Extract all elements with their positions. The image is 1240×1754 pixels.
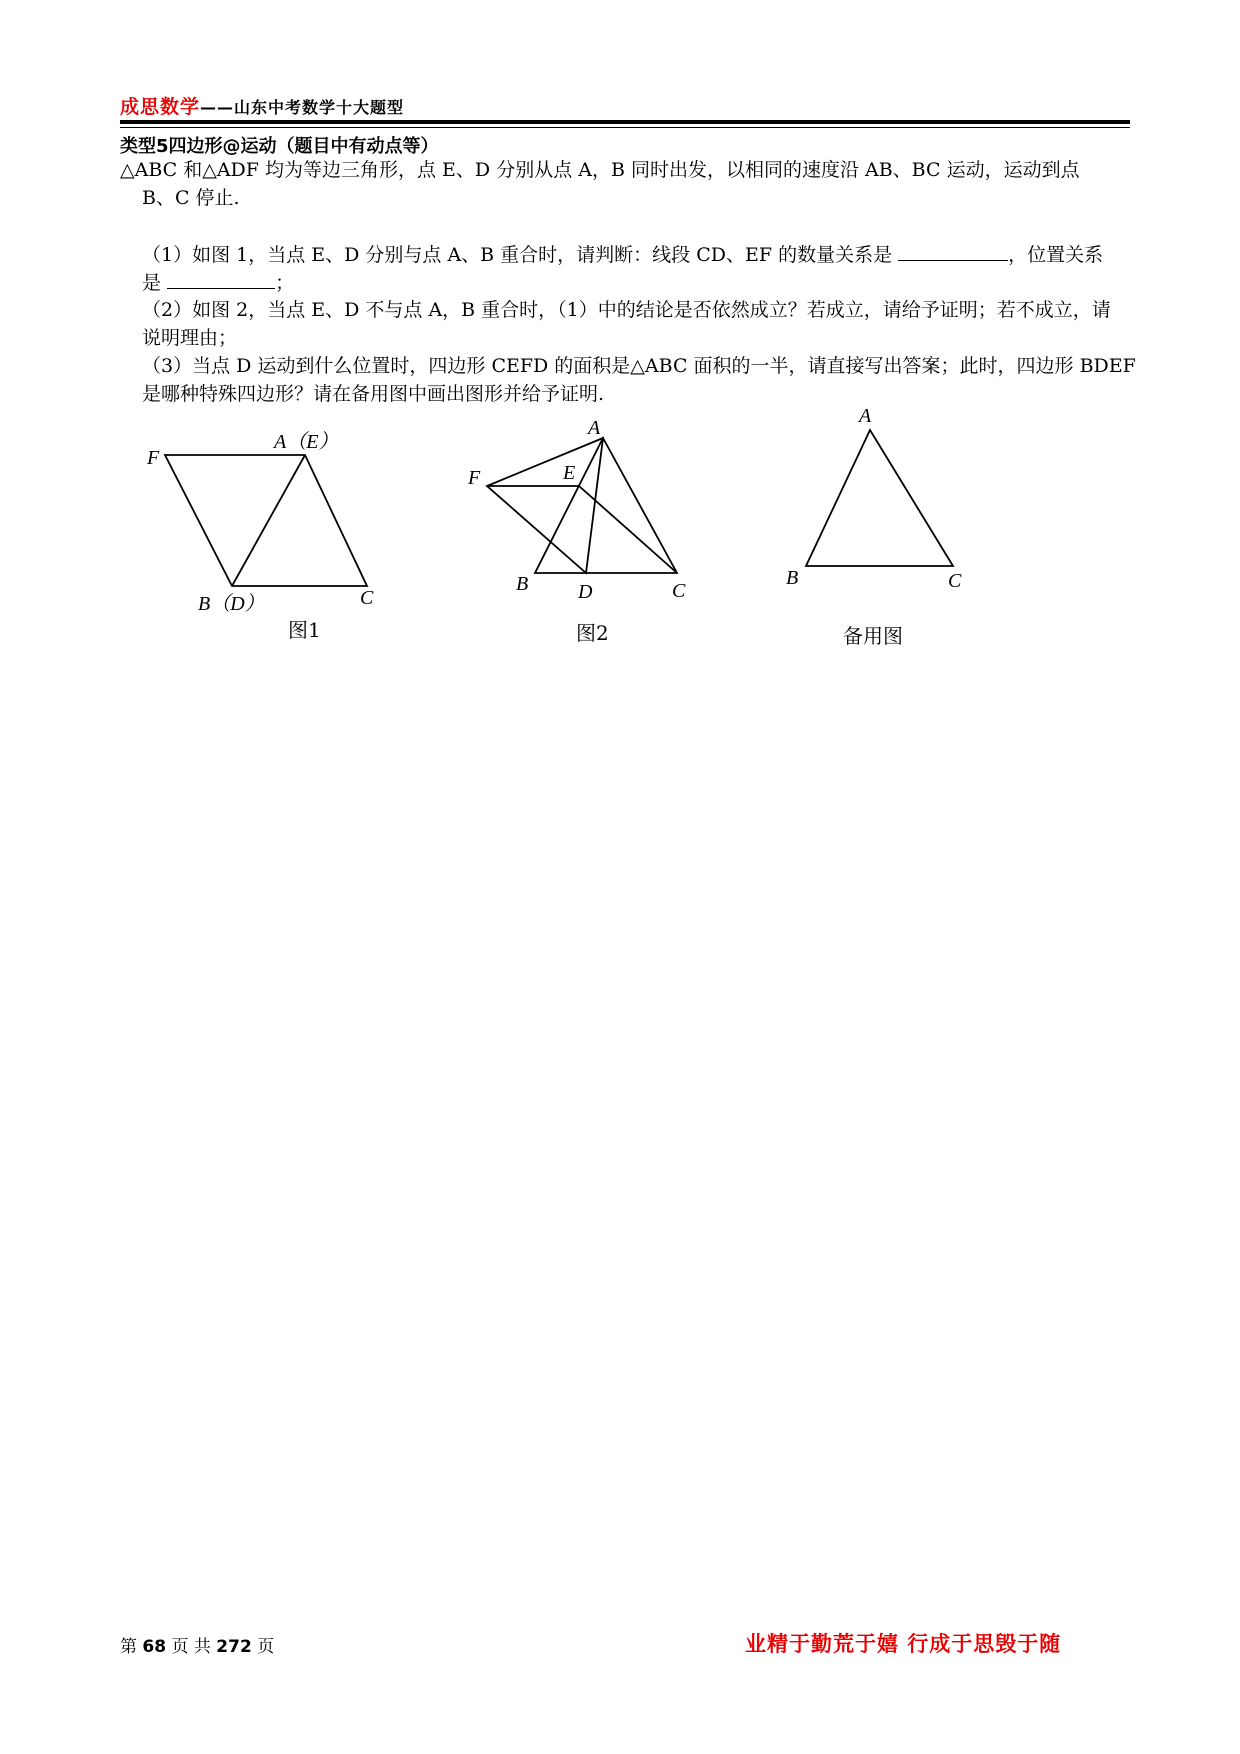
page-suffix: 页: [257, 1637, 275, 1657]
header-rule-thin: [120, 127, 1130, 128]
part3-line2: 是哪种特殊四边形？请在备用图中画出图形并给予证明.: [142, 383, 605, 405]
fig3-label-c: C: [948, 570, 962, 592]
fig1-label-bd: B（D）: [198, 593, 265, 615]
page-header: [120, 92, 1130, 119]
part2-line1: （2）如图 2，当点 E、D 不与点 A，B 重合时，（1）中的结论是否依然成立？若成立，请给予证明；若不成立，请: [142, 299, 1111, 321]
header-rule-thick: [120, 120, 1130, 124]
fig2-label-d: D: [578, 581, 593, 603]
part1-text-c: 是: [142, 272, 162, 294]
part1-text-d: ；: [275, 272, 295, 294]
fig2-label-c: C: [672, 580, 686, 602]
fig1-parallelogram: [165, 455, 367, 586]
fig1-label-f: F: [147, 447, 160, 469]
part1-line1: [142, 240, 1103, 269]
fig1-diagonal-ab: [232, 455, 305, 586]
fig1-label-c: C: [360, 587, 374, 609]
header-title: [120, 92, 1130, 119]
part3-line1: （3）当点 D 运动到什么位置时，四边形 CEFD 的面积是△ABC 面积的一半，请直接写出答案；此时，四边形 BDEF: [142, 355, 1136, 377]
fig2-label-a: A: [588, 417, 601, 439]
question-text: △ABC 和△ADF 均为等边三角形，点 E、D 分别从点 A，B 同时出发，以相同的速度沿 AB、BC 运动，运动到点: [120, 159, 1080, 181]
fig3-caption: 备用图: [843, 624, 903, 648]
answer-blank-position[interactable]: [167, 268, 275, 289]
fig2-label-b: B: [516, 573, 529, 595]
question-stem-line2: B、C 停止.: [142, 187, 240, 209]
fig1-caption: 图1: [288, 618, 321, 642]
brand-name: 成思数学: [120, 96, 201, 118]
part1-text-b: ，位置关系: [1008, 244, 1104, 266]
question-stem-line1: [120, 156, 1080, 184]
header-subtitle: ——山东中考数学十大题型: [200, 98, 405, 117]
fig2-label-e: E: [563, 462, 576, 484]
fig2-label-f: F: [468, 467, 481, 489]
fig3-label-a: A: [859, 405, 872, 427]
fig1-label-ae: A（E）: [274, 431, 339, 453]
page-prefix: 第: [120, 1637, 137, 1657]
fig3-triangle-abc: [806, 430, 953, 566]
part1-text-a: （1）如图 1，当点 E、D 分别与点 A、B 重合时，请判断：线段 CD、EF 的数量关系是: [142, 244, 893, 266]
section-title: 类型5四边形@运动（题目中有动点等）: [120, 136, 439, 157]
fig3-label-b: B: [786, 567, 799, 589]
page-current: 68: [142, 1637, 167, 1657]
page-number: [120, 1632, 274, 1657]
answer-blank-quantity[interactable]: [898, 240, 1008, 261]
page-mid: 页 共: [171, 1637, 211, 1657]
figures-area: [0, 400, 1240, 660]
fig2-caption: 图2: [576, 621, 609, 645]
part1-line2: [142, 268, 294, 297]
page-total: 272: [216, 1637, 252, 1657]
footer-motto: 业精于勤荒于嬉 行成于思毁于随: [745, 1632, 1062, 1656]
part2-line2: 说明理由；: [142, 327, 238, 349]
fig2-segment-ec: [579, 486, 677, 573]
